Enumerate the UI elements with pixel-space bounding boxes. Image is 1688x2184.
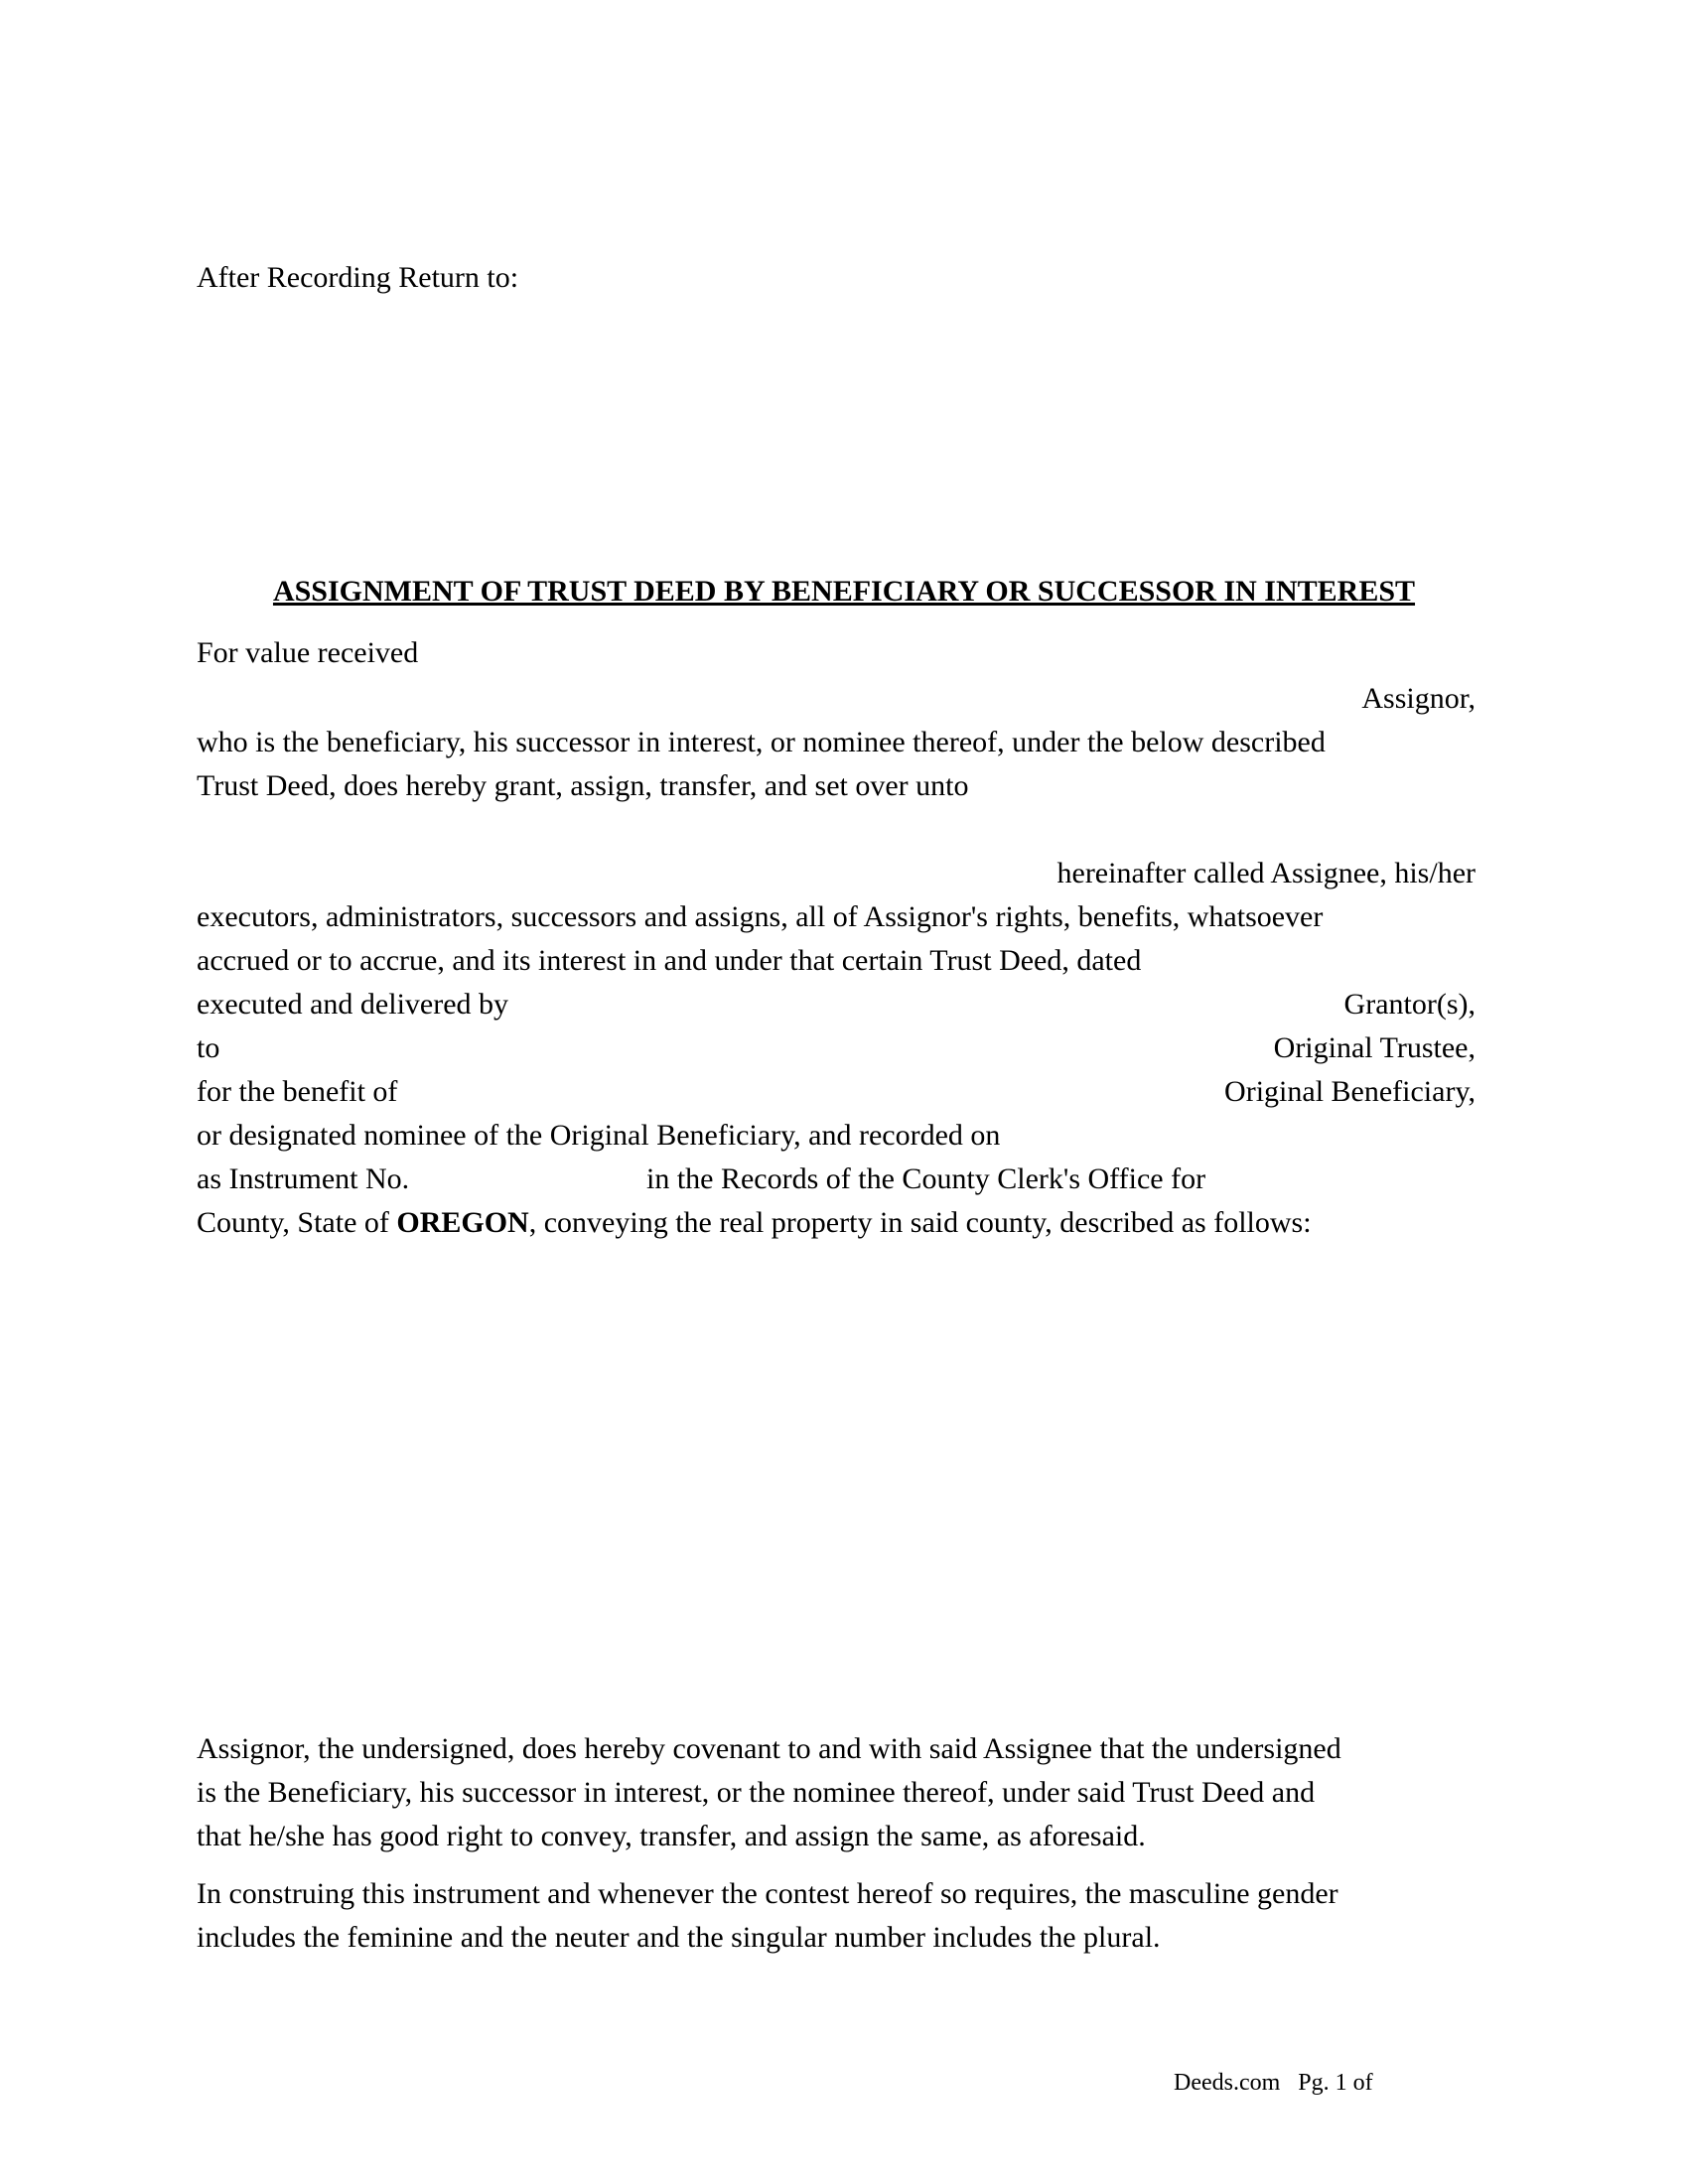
county-state-label: County, State of xyxy=(197,1206,389,1239)
accrued-line: accrued or to accrue, and its interest in and under that certain Trust Deed, dated xyxy=(197,944,1142,977)
instrument-no-label: as Instrument No. xyxy=(197,1162,410,1195)
to-label: to xyxy=(197,1031,220,1064)
benefit-of-label: for the benefit of xyxy=(197,1075,398,1108)
for-value-received: For value received xyxy=(197,636,419,669)
executed-by-label: executed and delivered by xyxy=(197,988,509,1021)
document-title: ASSIGNMENT OF TRUST DEED BY BENEFICIARY OR SUCCESSOR IN INTEREST xyxy=(272,575,1416,608)
records-label: in the Records of the County Clerk's Office for xyxy=(646,1162,1206,1195)
footer-site: Deeds.com xyxy=(1174,2070,1281,2096)
executors-line: executors, administrators, successors and assigns, all of Assignor's rights, benefits, whatsoever xyxy=(197,900,1324,933)
assignee-label: hereinafter called Assignee, his/her xyxy=(1056,857,1476,889)
trustee-label: Original Trustee, xyxy=(1273,1031,1476,1064)
original-beneficiary-label: Original Beneficiary, xyxy=(1224,1075,1476,1108)
covenant-line-2: is the Beneficiary, his successor in interest, or the nominee thereof, under said Trust Deed and xyxy=(197,1776,1316,1809)
assignor-label: Assignor, xyxy=(1361,682,1476,715)
conveying-text: , conveying the real property in said county, described as follows: xyxy=(528,1206,1312,1239)
county-state-line xyxy=(197,1205,1312,1241)
page-footer xyxy=(1174,2065,1391,2101)
trust-deed-line: Trust Deed, does hereby grant, assign, transfer, and set over unto xyxy=(197,769,969,802)
grantor-label: Grantor(s), xyxy=(1343,988,1476,1021)
covenant-line-1: Assignor, the undersigned, does hereby covenant to and with said Assignee that the undersigned xyxy=(197,1732,1341,1765)
footer-page: Pg. 1 of xyxy=(1298,2070,1373,2096)
beneficiary-line: who is the beneficiary, his successor in interest, or nominee thereof, under the below described xyxy=(197,726,1326,758)
covenant-line-3: that he/she has good right to convey, transfer, and assign the same, as aforesaid. xyxy=(197,1820,1146,1852)
construing-line-2: includes the feminine and the neuter and the singular number includes the plural. xyxy=(197,1921,1161,1954)
return-to-label: After Recording Return to: xyxy=(197,261,519,294)
construing-line-1: In construing this instrument and whenever the contest hereof so requires, the masculine gender xyxy=(197,1877,1338,1910)
nominee-line: or designated nominee of the Original Beneficiary, and recorded on xyxy=(197,1119,1001,1152)
state-name: OREGON xyxy=(396,1206,529,1239)
